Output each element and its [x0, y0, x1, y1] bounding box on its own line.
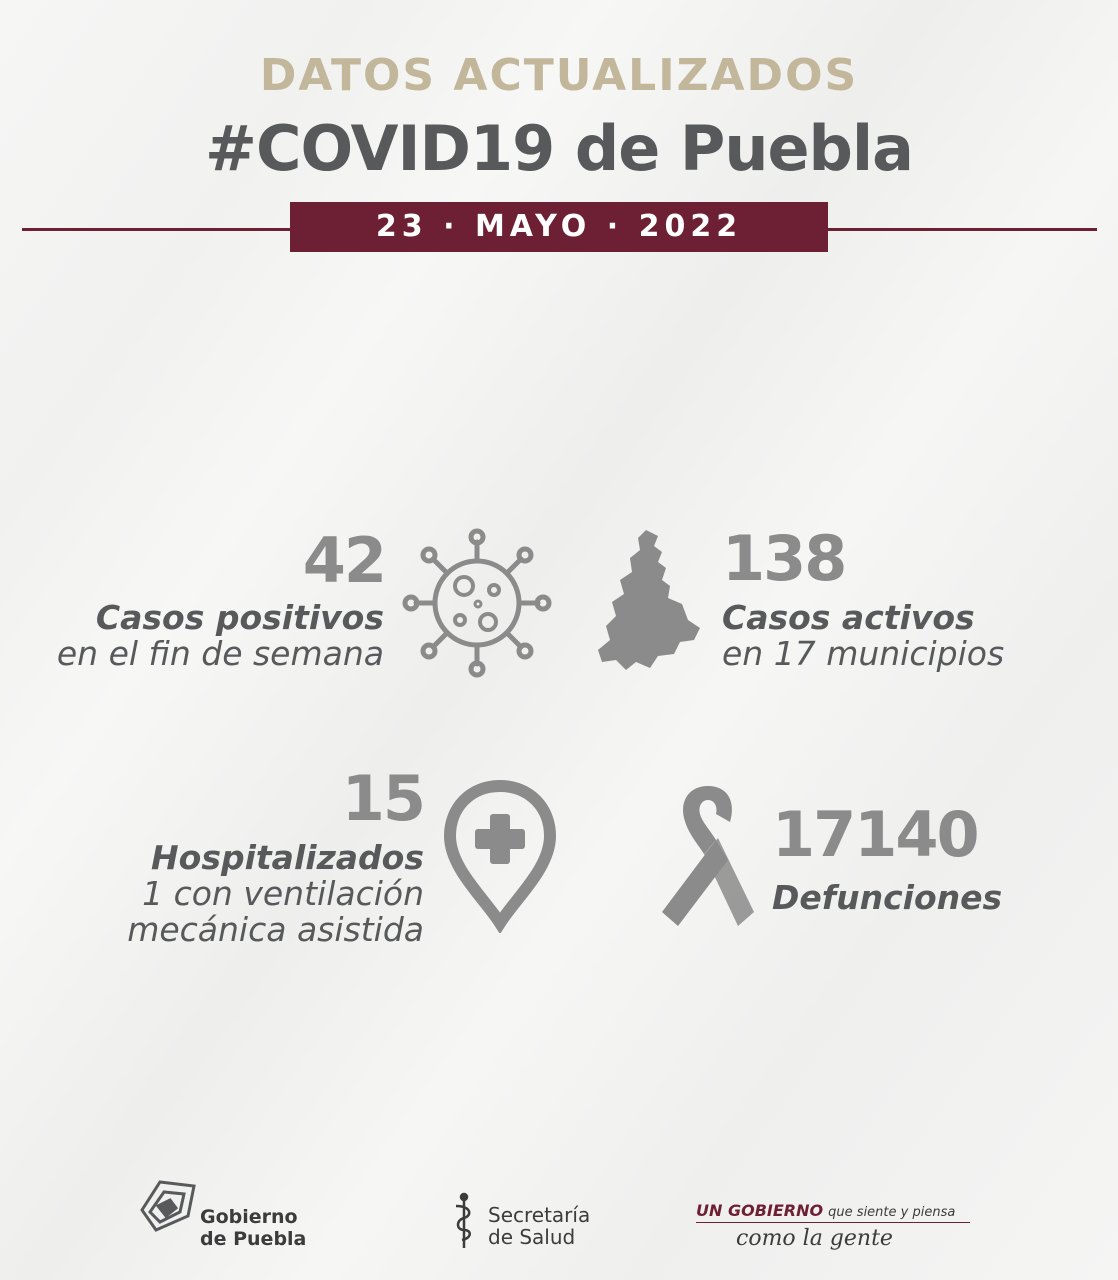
date-banner: 23 · MAYO · 2022 — [290, 202, 828, 252]
gobierno-line2: de Puebla — [200, 1228, 307, 1250]
slogan-rest: que siente y piensa — [828, 1205, 956, 1220]
ribbon-icon — [658, 782, 758, 932]
activos-label — [722, 600, 1004, 672]
positivos-line1: Casos positivos — [95, 598, 384, 637]
header-subtitle: #COVID19 de Puebla — [205, 112, 913, 185]
hospitalizados-value: 15 — [341, 762, 424, 835]
activos-line1: Casos activos — [722, 598, 975, 637]
slogan-line2: como la gente — [736, 1226, 893, 1251]
defunciones-line1: Defunciones — [772, 878, 1003, 917]
defunciones-value: 17140 — [772, 798, 978, 871]
hospitalizados-line3: mecánica asistida — [127, 910, 424, 949]
salud-caduceus-icon — [450, 1192, 478, 1250]
date-divider-left — [22, 228, 292, 231]
slogan — [696, 1200, 955, 1224]
gobierno-puebla-logo — [136, 1176, 200, 1236]
salud-text — [488, 1204, 590, 1248]
puebla-map-icon — [596, 528, 706, 678]
positivos-value: 42 — [302, 524, 385, 597]
hospitalizados-line1: Hospitalizados — [151, 838, 424, 877]
activos-line2: en 17 municipios — [722, 634, 1005, 673]
hospital-location-icon — [440, 778, 560, 933]
slogan-divider — [696, 1222, 970, 1223]
gobierno-line1: Gobierno — [200, 1206, 298, 1228]
positivos-line2: en el fin de semana — [56, 634, 384, 673]
date-divider-right — [826, 228, 1097, 231]
hospitalizados-line2: 1 con ventilación — [142, 874, 424, 913]
salud-line2: de Salud — [488, 1225, 576, 1249]
activos-value: 138 — [722, 522, 846, 595]
salud-line1: Secretaría — [488, 1203, 591, 1227]
virus-icon — [402, 528, 552, 678]
slogan-bold: UN GOBIERNO — [696, 1201, 824, 1220]
defunciones-label — [772, 880, 1002, 916]
positivos-label — [20, 600, 384, 672]
header-title: DATOS ACTUALIZADOS — [259, 50, 859, 101]
hospitalizados-label — [40, 840, 424, 948]
gobierno-puebla-text — [200, 1206, 306, 1250]
